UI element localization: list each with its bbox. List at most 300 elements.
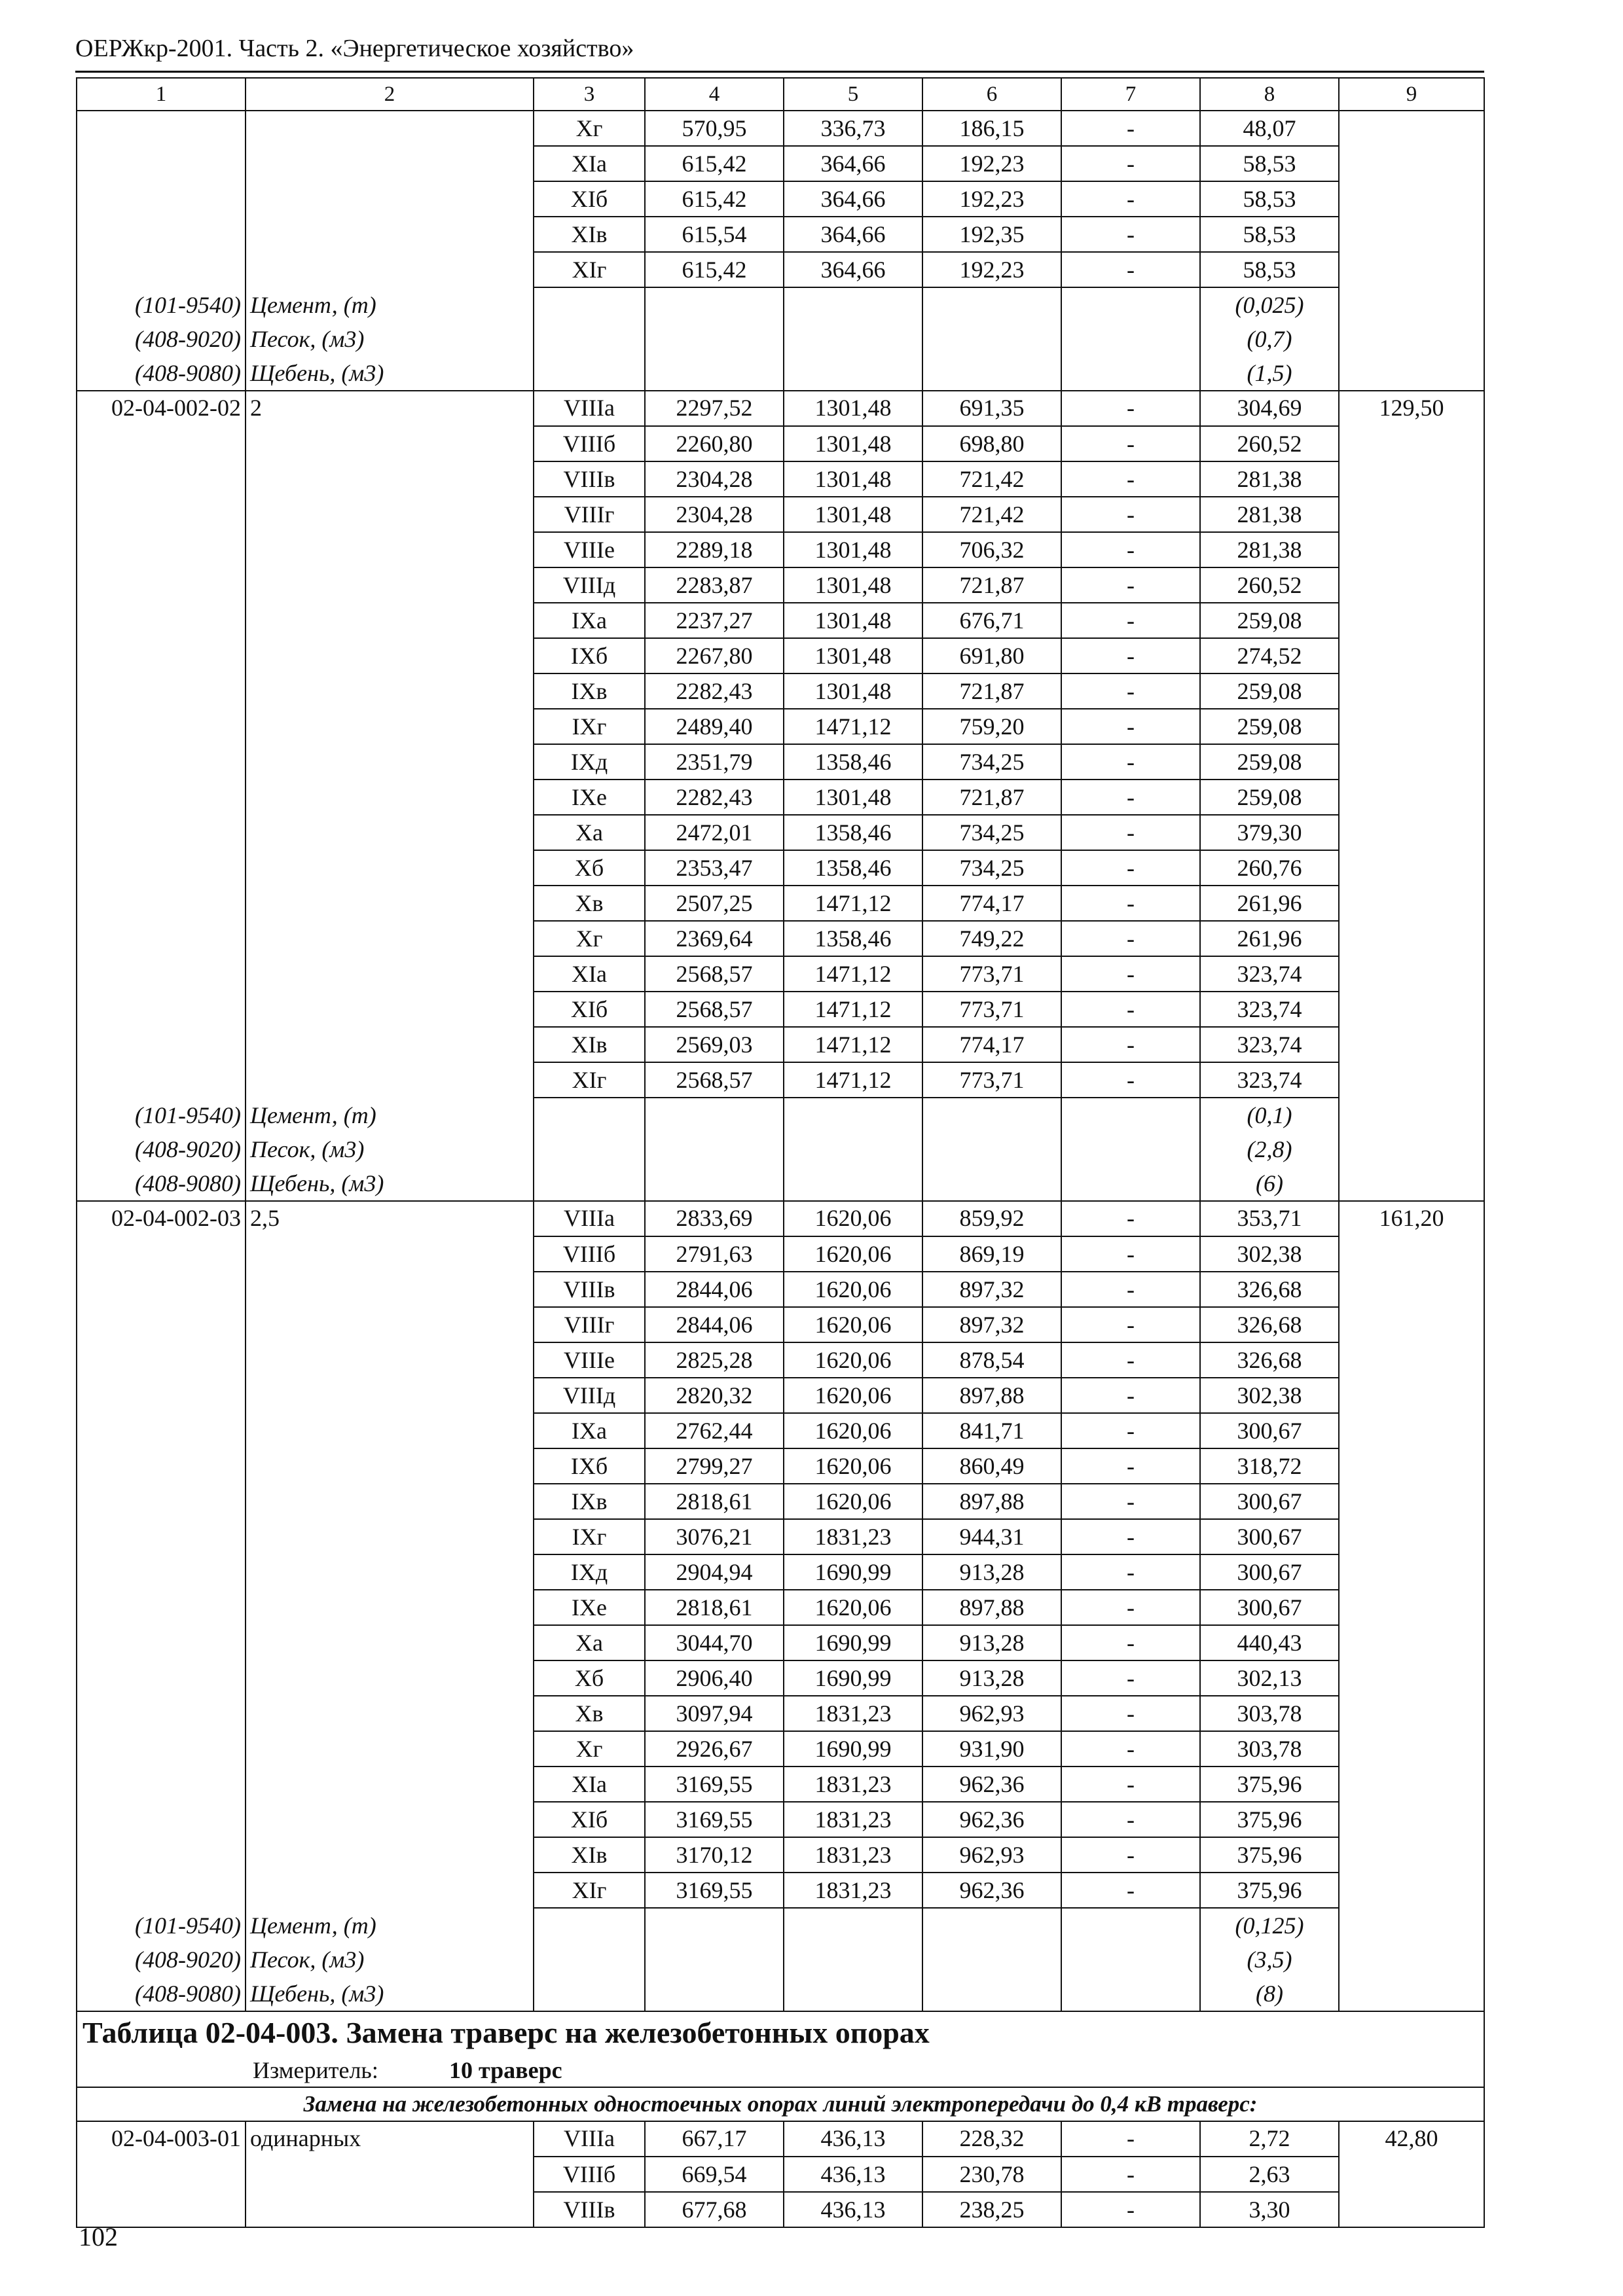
table-cell: 192,23	[922, 146, 1061, 181]
table-cell	[246, 1837, 534, 1873]
value-cell: 1831,23	[784, 1802, 922, 1837]
value-cell: 302,13	[1200, 1660, 1339, 1696]
table-cell: 615,42	[645, 252, 784, 287]
value-cell: -	[1061, 567, 1200, 603]
table-cell	[246, 780, 534, 815]
table-cell: XIг	[534, 252, 645, 287]
zone-cell: XIв	[534, 1837, 645, 1873]
table-cell	[246, 1625, 534, 1660]
table-cell	[645, 356, 784, 391]
value-cell: 1471,12	[784, 1062, 922, 1098]
value-cell: 2818,61	[645, 1484, 784, 1519]
value-cell: 734,25	[922, 815, 1061, 850]
table-cell	[77, 1027, 246, 1062]
table-cell: 186,15	[922, 111, 1061, 146]
zone-cell: XIб	[534, 992, 645, 1027]
table-cell	[1339, 1873, 1484, 1908]
table-cell	[77, 992, 246, 1027]
table-cell	[1339, 1413, 1484, 1448]
zone-cell: Xа	[534, 815, 645, 850]
table-cell	[77, 1767, 246, 1802]
table-cell	[1339, 322, 1484, 356]
table-row	[77, 1625, 1484, 1660]
value-cell: -	[1061, 1660, 1200, 1696]
table-row	[77, 252, 1484, 287]
table-row	[77, 1027, 1484, 1062]
table-cell: 58,53	[1200, 217, 1339, 252]
value-cell: -	[1061, 921, 1200, 956]
value-cell: 773,71	[922, 992, 1061, 1027]
zone-cell: Xв	[534, 886, 645, 921]
value-cell: 944,31	[922, 1519, 1061, 1554]
table-cell	[246, 744, 534, 780]
table-cell	[246, 217, 534, 252]
table-cell	[922, 1943, 1061, 1977]
value-cell: 1831,23	[784, 1696, 922, 1731]
value-cell: 1471,12	[784, 956, 922, 992]
table-row	[77, 1484, 1484, 1519]
table-cell	[1339, 1731, 1484, 1767]
value-cell: 3169,55	[645, 1873, 784, 1908]
value-cell: 677,68	[645, 2192, 784, 2227]
value-cell: 1620,06	[784, 1590, 922, 1625]
table-cell	[1339, 181, 1484, 217]
table-cell	[1339, 1448, 1484, 1484]
table-cell: 364,66	[784, 181, 922, 217]
material-code: (408-9020)	[77, 1132, 246, 1166]
table-cell	[1339, 603, 1484, 638]
zone-cell: VIIIб	[534, 2157, 645, 2192]
header-rule	[75, 71, 1484, 73]
value-cell: -	[1061, 992, 1200, 1027]
rate-code: 02-04-002-02	[77, 391, 246, 426]
table-cell: XIа	[534, 146, 645, 181]
table-row	[77, 1342, 1484, 1378]
material-row	[77, 356, 1484, 391]
value-cell: 897,32	[922, 1307, 1061, 1342]
material-row	[77, 1098, 1484, 1132]
value-cell: 774,17	[922, 886, 1061, 921]
value-cell: 3170,12	[645, 1837, 784, 1873]
table-cell: 570,95	[645, 111, 784, 146]
value-cell: 1620,06	[784, 1448, 922, 1484]
value-cell: 2283,87	[645, 567, 784, 603]
table-cell	[246, 1731, 534, 1767]
table-row	[77, 1660, 1484, 1696]
table-cell	[246, 181, 534, 217]
zone-cell: IXг	[534, 1519, 645, 1554]
table-cell	[645, 1977, 784, 2011]
value-cell: 913,28	[922, 1660, 1061, 1696]
value-cell: 1301,48	[784, 673, 922, 709]
table-cell	[1339, 356, 1484, 391]
table-cell	[784, 356, 922, 391]
material-code: (408-9080)	[77, 356, 246, 391]
value-cell: 1301,48	[784, 532, 922, 567]
meter-value: 10 траверс	[449, 2057, 562, 2083]
value-cell: -	[1061, 1873, 1200, 1908]
table-cell	[77, 1307, 246, 1342]
table-cell	[77, 217, 246, 252]
value-cell: 1831,23	[784, 1873, 922, 1908]
value-cell: 300,67	[1200, 1413, 1339, 1448]
value-cell: 228,32	[922, 2121, 1061, 2157]
value-cell: -	[1061, 1696, 1200, 1731]
table-row	[77, 391, 1484, 426]
value-cell: 1358,46	[784, 850, 922, 886]
table-cell	[1339, 1696, 1484, 1731]
table-cell	[246, 992, 534, 1027]
value-cell: 326,68	[1200, 1272, 1339, 1307]
table-cell	[1339, 1802, 1484, 1837]
table-cell	[77, 850, 246, 886]
zone-cell: IXд	[534, 744, 645, 780]
zone-cell: Xг	[534, 1731, 645, 1767]
table-cell	[784, 1908, 922, 1943]
table-row	[77, 850, 1484, 886]
zone-cell: XIг	[534, 1873, 645, 1908]
value-cell: -	[1061, 1554, 1200, 1590]
table-cell	[645, 322, 784, 356]
table-cell	[246, 886, 534, 921]
material-value: (0,025)	[1200, 287, 1339, 322]
table-row	[77, 603, 1484, 638]
table-cell	[1339, 956, 1484, 992]
table-row	[77, 1590, 1484, 1625]
table-cell	[246, 567, 534, 603]
zone-cell: IXа	[534, 1413, 645, 1448]
material-value: (8)	[1200, 1977, 1339, 2011]
table-row	[77, 146, 1484, 181]
table-cell	[77, 1236, 246, 1272]
value-cell: 300,67	[1200, 1554, 1339, 1590]
material-row	[77, 1943, 1484, 1977]
value-cell: 1831,23	[784, 1767, 922, 1802]
value-cell: -	[1061, 1731, 1200, 1767]
material-row	[77, 1132, 1484, 1166]
material-code: (408-9080)	[77, 1166, 246, 1201]
value-cell: -	[1061, 1413, 1200, 1448]
table-row	[77, 2121, 1484, 2157]
table-cell	[77, 1378, 246, 1413]
value-cell: 962,36	[922, 1873, 1061, 1908]
table-cell	[77, 673, 246, 709]
value-cell: 281,38	[1200, 497, 1339, 532]
value-cell: 2799,27	[645, 1448, 784, 1484]
table-cell	[534, 287, 645, 322]
material-name: Щебень, (м3)	[246, 1166, 534, 1201]
value-cell: 375,96	[1200, 1873, 1339, 1908]
material-row	[77, 1166, 1484, 1201]
value-cell: -	[1061, 850, 1200, 886]
table-cell	[77, 1696, 246, 1731]
rates-table	[76, 77, 1485, 2228]
value-cell: 691,35	[922, 391, 1061, 426]
table-cell	[77, 1413, 246, 1448]
value-cell: 897,88	[922, 1378, 1061, 1413]
material-code: (101-9540)	[77, 1098, 246, 1132]
table-cell	[246, 815, 534, 850]
value-cell: -	[1061, 1272, 1200, 1307]
column-number: 8	[1200, 78, 1339, 111]
value-cell: 2282,43	[645, 673, 784, 709]
table-cell	[1339, 2157, 1484, 2192]
table-cell	[534, 1132, 645, 1166]
table-cell	[1339, 1660, 1484, 1696]
rate-total: 161,20	[1339, 1201, 1484, 1236]
table-row	[77, 992, 1484, 1027]
material-name: Щебень, (м3)	[246, 356, 534, 391]
table-cell	[1339, 921, 1484, 956]
table-row	[77, 1554, 1484, 1590]
zone-cell: VIIIб	[534, 426, 645, 461]
table-row	[77, 638, 1484, 673]
value-cell: 2926,67	[645, 1731, 784, 1767]
table-row	[77, 1272, 1484, 1307]
value-cell: 913,28	[922, 1625, 1061, 1660]
table-cell	[1339, 1166, 1484, 1201]
value-cell: -	[1061, 2121, 1200, 2157]
table-cell	[246, 1236, 534, 1272]
table-cell	[1339, 111, 1484, 146]
value-cell: -	[1061, 638, 1200, 673]
value-cell: 261,96	[1200, 921, 1339, 956]
value-cell: 691,80	[922, 638, 1061, 673]
value-cell: -	[1061, 391, 1200, 426]
table-cell: 192,23	[922, 181, 1061, 217]
value-cell: 3076,21	[645, 1519, 784, 1554]
table-row	[77, 921, 1484, 956]
rate-parameter: одинарных	[246, 2121, 534, 2157]
table-cell	[77, 1837, 246, 1873]
value-cell: 1358,46	[784, 921, 922, 956]
value-cell: 1301,48	[784, 780, 922, 815]
table-cell	[77, 1272, 246, 1307]
column-number: 7	[1061, 78, 1200, 111]
table-cell: XIв	[534, 217, 645, 252]
value-cell: 931,90	[922, 1731, 1061, 1767]
table-cell	[784, 1943, 922, 1977]
value-cell: 859,92	[922, 1201, 1061, 1236]
value-cell: 436,13	[784, 2192, 922, 2227]
table-row	[77, 709, 1484, 744]
value-cell: 913,28	[922, 1554, 1061, 1590]
value-cell: -	[1061, 1378, 1200, 1413]
material-value: (1,5)	[1200, 356, 1339, 391]
value-cell: 1620,06	[784, 1378, 922, 1413]
value-cell: 323,74	[1200, 956, 1339, 992]
value-cell: 353,71	[1200, 1201, 1339, 1236]
value-cell: 1690,99	[784, 1731, 922, 1767]
table-cell	[1061, 1132, 1200, 1166]
table-row	[77, 956, 1484, 992]
table-cell	[534, 322, 645, 356]
table-cell	[1339, 1590, 1484, 1625]
value-cell: -	[1061, 426, 1200, 461]
table-cell	[1339, 532, 1484, 567]
table-cell	[246, 1027, 534, 1062]
value-cell: 326,68	[1200, 1307, 1339, 1342]
value-cell: 436,13	[784, 2121, 922, 2157]
table-cell	[1339, 1378, 1484, 1413]
zone-cell: VIIIг	[534, 1307, 645, 1342]
value-cell: 2569,03	[645, 1027, 784, 1062]
table-cell	[77, 1519, 246, 1554]
table-cell: -	[1061, 217, 1200, 252]
value-cell: 2825,28	[645, 1342, 784, 1378]
table-cell	[645, 1132, 784, 1166]
zone-cell: XIв	[534, 1027, 645, 1062]
value-cell: 436,13	[784, 2157, 922, 2192]
value-cell: 2472,01	[645, 815, 784, 850]
table-row	[77, 1696, 1484, 1731]
table-cell	[77, 111, 246, 146]
value-cell: 303,78	[1200, 1731, 1339, 1767]
table-cell: -	[1061, 181, 1200, 217]
value-cell: 375,96	[1200, 1767, 1339, 1802]
value-cell: 734,25	[922, 744, 1061, 780]
table-cell	[1339, 287, 1484, 322]
table-cell	[246, 956, 534, 992]
table-cell	[77, 2157, 246, 2192]
table-cell	[246, 1484, 534, 1519]
value-cell: 2282,43	[645, 780, 784, 815]
table-row	[77, 532, 1484, 567]
zone-cell: VIIIа	[534, 1201, 645, 1236]
table-cell	[1339, 1908, 1484, 1943]
material-value: (2,8)	[1200, 1132, 1339, 1166]
value-cell: 698,80	[922, 426, 1061, 461]
zone-cell: XIа	[534, 956, 645, 992]
table-row	[77, 780, 1484, 815]
table-cell	[1339, 744, 1484, 780]
value-cell: 962,36	[922, 1767, 1061, 1802]
value-cell: 1690,99	[784, 1625, 922, 1660]
table-cell	[77, 1448, 246, 1484]
zone-cell: IXг	[534, 709, 645, 744]
table-cell: XIб	[534, 181, 645, 217]
value-cell: 773,71	[922, 1062, 1061, 1098]
value-cell: 2353,47	[645, 850, 784, 886]
table-cell	[922, 287, 1061, 322]
table-row	[77, 1413, 1484, 1448]
value-cell: 375,96	[1200, 1802, 1339, 1837]
table-cell	[246, 1448, 534, 1484]
value-cell: 3044,70	[645, 1625, 784, 1660]
table-cell	[77, 1554, 246, 1590]
table-cell	[1339, 638, 1484, 673]
table-row	[77, 1802, 1484, 1837]
table-cell	[1061, 287, 1200, 322]
table-cell: 58,53	[1200, 252, 1339, 287]
table-row	[77, 461, 1484, 497]
value-cell: 281,38	[1200, 461, 1339, 497]
table-cell	[77, 426, 246, 461]
value-cell: 318,72	[1200, 1448, 1339, 1484]
table-cell	[1061, 1943, 1200, 1977]
table-cell	[922, 1098, 1061, 1132]
value-cell: 1301,48	[784, 426, 922, 461]
table-cell	[77, 146, 246, 181]
table-cell	[77, 461, 246, 497]
table-row	[77, 2192, 1484, 2227]
value-cell: 2369,64	[645, 921, 784, 956]
value-cell: 962,93	[922, 1837, 1061, 1873]
value-cell: 1620,06	[784, 1236, 922, 1272]
zone-cell: Xб	[534, 1660, 645, 1696]
table-cell	[246, 111, 534, 146]
value-cell: -	[1061, 1767, 1200, 1802]
table-cell	[246, 673, 534, 709]
table-row	[77, 1767, 1484, 1802]
value-cell: 1620,06	[784, 1272, 922, 1307]
zone-cell: IXв	[534, 1484, 645, 1519]
table-row	[77, 1873, 1484, 1908]
table-cell	[1339, 217, 1484, 252]
table-cell	[534, 1977, 645, 2011]
table-cell	[1339, 1098, 1484, 1132]
value-cell: 300,67	[1200, 1519, 1339, 1554]
value-cell: 375,96	[1200, 1837, 1339, 1873]
value-cell: 2297,52	[645, 391, 784, 426]
value-cell: 259,08	[1200, 780, 1339, 815]
table-cell	[1339, 461, 1484, 497]
rate-parameter: 2	[246, 391, 534, 426]
table-cell	[1339, 815, 1484, 850]
material-code: (408-9020)	[77, 1943, 246, 1977]
table-cell	[77, 1802, 246, 1837]
value-cell: -	[1061, 1307, 1200, 1342]
value-cell: 841,71	[922, 1413, 1061, 1448]
table-row	[77, 1378, 1484, 1413]
table-cell: 192,23	[922, 252, 1061, 287]
value-cell: 274,52	[1200, 638, 1339, 673]
value-cell: -	[1061, 815, 1200, 850]
table-cell	[246, 2192, 534, 2227]
table-cell	[246, 1767, 534, 1802]
table-cell	[246, 1378, 534, 1413]
table-cell	[1339, 850, 1484, 886]
table-cell	[534, 1908, 645, 1943]
value-cell: 721,42	[922, 497, 1061, 532]
value-cell: 2833,69	[645, 1201, 784, 1236]
table-cell	[77, 886, 246, 921]
value-cell: 1831,23	[784, 1837, 922, 1873]
zone-cell: IXа	[534, 603, 645, 638]
zone-cell: VIIIв	[534, 461, 645, 497]
table-cell	[77, 815, 246, 850]
table-cell	[246, 1342, 534, 1378]
value-cell: 1620,06	[784, 1413, 922, 1448]
value-cell: 230,78	[922, 2157, 1061, 2192]
table-cell	[77, 1062, 246, 1098]
table-cell	[534, 1943, 645, 1977]
zone-cell: Xб	[534, 850, 645, 886]
value-cell: -	[1061, 709, 1200, 744]
value-cell: 2237,27	[645, 603, 784, 638]
value-cell: 326,68	[1200, 1342, 1339, 1378]
value-cell: 721,87	[922, 780, 1061, 815]
table-cell	[77, 1342, 246, 1378]
value-cell: 1301,48	[784, 567, 922, 603]
value-cell: -	[1061, 461, 1200, 497]
value-cell: 260,76	[1200, 850, 1339, 886]
value-cell: 962,36	[922, 1802, 1061, 1837]
value-cell: 878,54	[922, 1342, 1061, 1378]
value-cell: 2568,57	[645, 992, 784, 1027]
value-cell: 2,72	[1200, 2121, 1339, 2157]
value-cell: 3169,55	[645, 1767, 784, 1802]
